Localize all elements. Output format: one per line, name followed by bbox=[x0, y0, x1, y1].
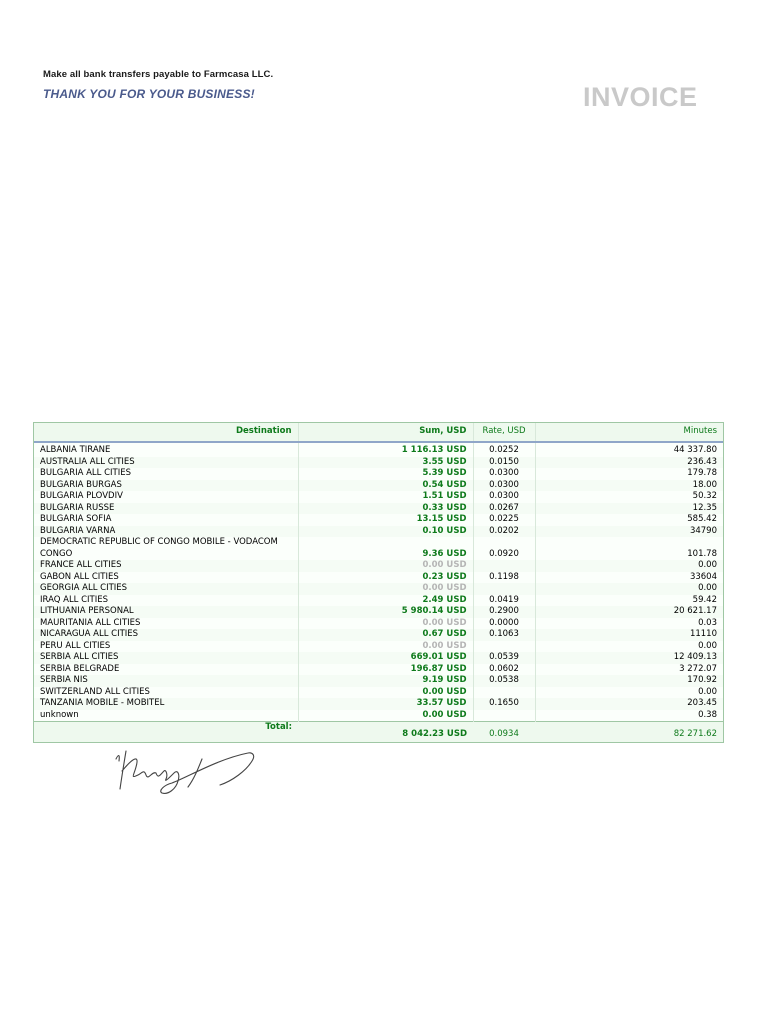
sum-cell: 5 980.14 USD bbox=[298, 606, 473, 618]
sum-cell: 0.00 USD bbox=[298, 710, 473, 722]
table-row bbox=[34, 457, 723, 469]
rate-cell: 0.0267 bbox=[473, 503, 535, 515]
table-row bbox=[34, 468, 723, 480]
sum-cell: 9.19 USD bbox=[298, 675, 473, 687]
minutes-cell: 18.00 bbox=[535, 480, 723, 492]
table-row bbox=[34, 629, 723, 641]
rate-cell: 0.0300 bbox=[473, 468, 535, 480]
table-row bbox=[34, 503, 723, 515]
column-header-minutes: Minutes bbox=[535, 423, 723, 442]
destination-cell: GEORGIA ALL CITIES bbox=[34, 583, 298, 595]
sum-cell: 0.00 USD bbox=[298, 687, 473, 699]
column-header-destination: Destination bbox=[34, 423, 298, 442]
destination-cell: SWITZERLAND ALL CITIES bbox=[34, 687, 298, 699]
table-row bbox=[34, 641, 723, 653]
total-minutes: 82 271.62 bbox=[535, 722, 723, 742]
destination-cell: FRANCE ALL CITIES bbox=[34, 560, 298, 572]
sum-cell: 3.55 USD bbox=[298, 457, 473, 469]
destination-cell: IRAQ ALL CITIES bbox=[34, 595, 298, 607]
signature-image bbox=[108, 745, 260, 805]
rate-cell: 0.0150 bbox=[473, 457, 535, 469]
rate-cell bbox=[473, 687, 535, 699]
minutes-cell: 585.42 bbox=[535, 514, 723, 526]
table-row bbox=[34, 491, 723, 503]
table-row bbox=[34, 480, 723, 492]
sum-cell: 0.00 USD bbox=[298, 560, 473, 572]
rate-cell: 0.1650 bbox=[473, 698, 535, 710]
sum-cell: 196.87 USD bbox=[298, 664, 473, 676]
total-row bbox=[34, 722, 723, 742]
rate-cell: 0.0539 bbox=[473, 652, 535, 664]
table-body bbox=[34, 442, 723, 722]
sum-cell: 0.23 USD bbox=[298, 572, 473, 584]
rate-cell: 0.0538 bbox=[473, 675, 535, 687]
sum-cell: 0.00 USD bbox=[298, 641, 473, 653]
minutes-cell: 236.43 bbox=[535, 457, 723, 469]
minutes-cell: 179.78 bbox=[535, 468, 723, 480]
sum-cell: 0.33 USD bbox=[298, 503, 473, 515]
transfer-note: Make all bank transfers payable to Farmcasa LLC. bbox=[43, 69, 274, 80]
table-row bbox=[34, 698, 723, 710]
table-row bbox=[34, 514, 723, 526]
table-row bbox=[34, 526, 723, 538]
sum-cell: 1.51 USD bbox=[298, 491, 473, 503]
sum-cell: 13.15 USD bbox=[298, 514, 473, 526]
destination-cell: DEMOCRATIC REPUBLIC OF CONGO MOBILE - VODACOM CONGO bbox=[34, 537, 298, 560]
column-header-sum: Sum, USD bbox=[298, 423, 473, 442]
rate-cell bbox=[473, 560, 535, 572]
table-row bbox=[34, 675, 723, 687]
destination-cell: BULGARIA SOFIA bbox=[34, 514, 298, 526]
rate-cell: 0.0202 bbox=[473, 526, 535, 538]
destination-cell: BULGARIA BURGAS bbox=[34, 480, 298, 492]
minutes-cell: 11110 bbox=[535, 629, 723, 641]
sum-cell: 0.10 USD bbox=[298, 526, 473, 538]
table-row bbox=[34, 710, 723, 722]
destination-cell: BULGARIA ALL CITIES bbox=[34, 468, 298, 480]
sum-cell: 1 116.13 USD bbox=[298, 442, 473, 457]
destination-cell: BULGARIA RUSSE bbox=[34, 503, 298, 515]
minutes-cell: 12 409.13 bbox=[535, 652, 723, 664]
destination-cell: unknown bbox=[34, 710, 298, 722]
minutes-cell: 101.78 bbox=[535, 537, 723, 560]
destination-cell: LITHUANIA PERSONAL bbox=[34, 606, 298, 618]
sum-cell: 33.57 USD bbox=[298, 698, 473, 710]
table-row bbox=[34, 572, 723, 584]
table-row bbox=[34, 652, 723, 664]
destination-cell: GABON ALL CITIES bbox=[34, 572, 298, 584]
total-sum: 8 042.23 USD bbox=[298, 722, 473, 742]
minutes-cell: 50.32 bbox=[535, 491, 723, 503]
table-header-row bbox=[34, 423, 723, 442]
rate-cell: 0.0300 bbox=[473, 491, 535, 503]
minutes-cell: 0.00 bbox=[535, 560, 723, 572]
sum-cell: 0.67 USD bbox=[298, 629, 473, 641]
minutes-cell: 34790 bbox=[535, 526, 723, 538]
minutes-cell: 203.45 bbox=[535, 698, 723, 710]
destination-cell: PERU ALL CITIES bbox=[34, 641, 298, 653]
table-row bbox=[34, 560, 723, 572]
rate-cell: 0.0300 bbox=[473, 480, 535, 492]
destination-cell: SERBIA ALL CITIES bbox=[34, 652, 298, 664]
invoice-table bbox=[33, 422, 724, 743]
table-row bbox=[34, 442, 723, 457]
invoice-title: INVOICE bbox=[583, 82, 698, 112]
rate-cell bbox=[473, 583, 535, 595]
rate-cell: 0.1198 bbox=[473, 572, 535, 584]
rate-cell: 0.0000 bbox=[473, 618, 535, 630]
destination-cell: BULGARIA VARNA bbox=[34, 526, 298, 538]
destination-cell: MAURITANIA ALL CITIES bbox=[34, 618, 298, 630]
table-row bbox=[34, 687, 723, 699]
total-label: Total: bbox=[34, 722, 298, 742]
destination-cell: SERBIA NIS bbox=[34, 675, 298, 687]
sum-cell: 0.00 USD bbox=[298, 583, 473, 595]
minutes-cell: 0.00 bbox=[535, 583, 723, 595]
minutes-cell: 12.35 bbox=[535, 503, 723, 515]
total-rate: 0.0934 bbox=[473, 722, 535, 742]
table-row bbox=[34, 583, 723, 595]
destination-cell: AUSTRALIA ALL CITIES bbox=[34, 457, 298, 469]
minutes-cell: 0.00 bbox=[535, 641, 723, 653]
rate-cell: 0.0225 bbox=[473, 514, 535, 526]
minutes-cell: 44 337.80 bbox=[535, 442, 723, 457]
destination-cell: TANZANIA MOBILE - MOBITEL bbox=[34, 698, 298, 710]
table-row bbox=[34, 618, 723, 630]
sum-cell: 0.00 USD bbox=[298, 618, 473, 630]
destination-cell: BULGARIA PLOVDIV bbox=[34, 491, 298, 503]
sum-cell: 5.39 USD bbox=[298, 468, 473, 480]
sum-cell: 2.49 USD bbox=[298, 595, 473, 607]
rate-cell bbox=[473, 641, 535, 653]
destination-cell: ALBANIA TIRANE bbox=[34, 442, 298, 457]
rate-cell: 0.0252 bbox=[473, 442, 535, 457]
sum-cell: 9.36 USD bbox=[298, 537, 473, 560]
sum-cell: 0.54 USD bbox=[298, 480, 473, 492]
rate-cell bbox=[473, 710, 535, 722]
minutes-cell: 33604 bbox=[535, 572, 723, 584]
minutes-cell: 59.42 bbox=[535, 595, 723, 607]
column-header-rate: Rate, USD bbox=[473, 423, 535, 442]
minutes-cell: 20 621.17 bbox=[535, 606, 723, 618]
minutes-cell: 0.00 bbox=[535, 687, 723, 699]
destination-cell: NICARAGUA ALL CITIES bbox=[34, 629, 298, 641]
rate-cell: 0.0602 bbox=[473, 664, 535, 676]
minutes-cell: 0.03 bbox=[535, 618, 723, 630]
rate-cell: 0.0920 bbox=[473, 537, 535, 560]
minutes-cell: 170.92 bbox=[535, 675, 723, 687]
table-row bbox=[34, 595, 723, 607]
sum-cell: 669.01 USD bbox=[298, 652, 473, 664]
table-row bbox=[34, 537, 723, 560]
rate-cell: 0.1063 bbox=[473, 629, 535, 641]
rate-cell: 0.0419 bbox=[473, 595, 535, 607]
destination-cell: SERBIA BELGRADE bbox=[34, 664, 298, 676]
table-row bbox=[34, 606, 723, 618]
minutes-cell: 0.38 bbox=[535, 710, 723, 722]
minutes-cell: 3 272.07 bbox=[535, 664, 723, 676]
table-row bbox=[34, 664, 723, 676]
rate-cell: 0.2900 bbox=[473, 606, 535, 618]
thank-you-message: THANK YOU FOR YOUR BUSINESS! bbox=[43, 87, 255, 101]
